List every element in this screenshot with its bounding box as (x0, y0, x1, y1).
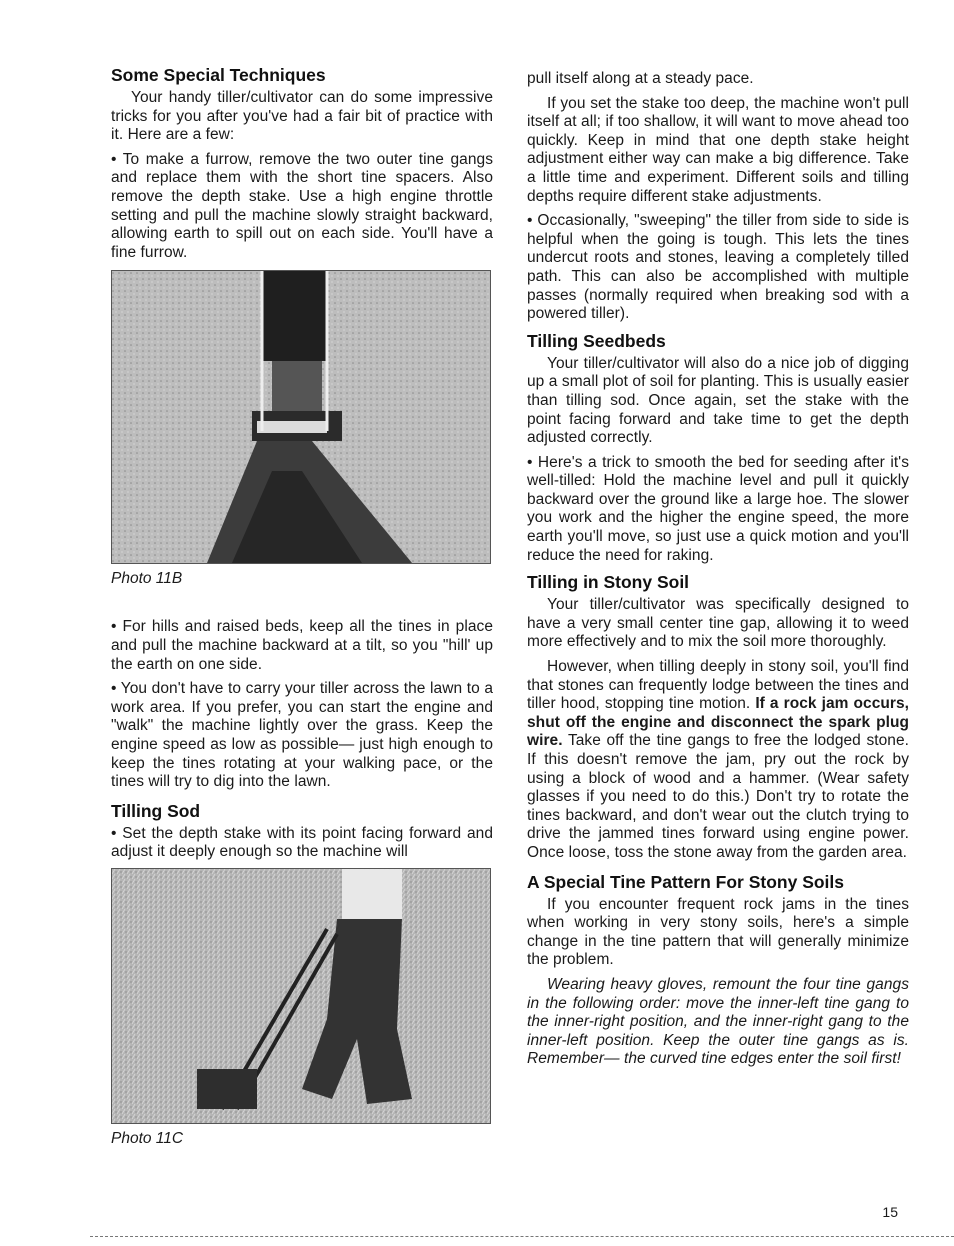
photo-11b-caption: Photo 11B (111, 570, 183, 588)
paragraph-rock-jam (527, 658, 909, 863)
page-number: 15 (882, 1204, 898, 1220)
paragraph-sod-continued: pull itself along at a steady pace. (527, 70, 754, 87)
bullet-hills: • For hills and raised beds, keep all the tines in place and pull the machine backward at a tilt, so you "hill' up the earth on one side. (111, 618, 493, 673)
footer-divider (90, 1236, 954, 1237)
right-column (527, 70, 909, 1075)
photo-11c-image (112, 869, 490, 1123)
bullet-furrow: • To make a furrow, remove the two outer tine gangs and replace them with the short tine spacers. Also remove the depth stake. Use a high engine throttle setting and pull the machine slowly straight backward, allowing earth to spill out on each side. You'll have a fine furrow. (111, 150, 493, 261)
paragraph-stake-depth: If you set the stake too deep, the machine won't pull itself at all; if too shallow, it will want to move ahead too quickly. Keep in mind that one depth stake height adjustment either way can make a big difference. Take a little time and experiment. Different soils and tilling depths require different stake adjustments. (527, 94, 909, 205)
section-heading-tine-pattern: A Special Tine Pattern For Stony Soils (527, 871, 845, 892)
section-heading-tilling-seedbeds: Tilling Seedbeds (527, 330, 666, 351)
photo-11c-caption: Photo 11C (111, 1129, 184, 1147)
rock-jam-warning: If a rock jam occurs, shut off the engine and disconnect the spark plug wire. (527, 695, 909, 750)
bullet-sod: • Set the depth stake with its point facing forward and adjust it deeply enough so the machine will (111, 824, 493, 861)
section-heading-stony-soil: Tilling in Stony Soil (527, 572, 690, 593)
photo-11b (111, 270, 491, 564)
bullet-walk: • You don't have to carry your tiller across the lawn to a work area. If you prefer, you can start the engine and "walk" the machine lightly over the grass. Keep the engine speed as low as possible— just high enough to keep the tines rotating at your walking pace, or the tines will try to dig into the lawn. (111, 680, 493, 791)
bullet-smooth-bed: • Here's a trick to smooth the bed for seeding after it's well-tilled: Hold the machine level and pull it quickly backward over the ground like a large hoe. The slower you work and the higher the engine speed, the more earth you'll move, so just use a quick motion and you'll reduce the need for raking. (527, 453, 909, 564)
paragraph-seedbeds: Your tiller/cultivator will also do a nice job of digging up a small plot of soil for planting. This is usually easier than tilling sod. Once again, set the stake with the point facing forward and take time to get the depth adjusted correctly. (527, 354, 909, 447)
paragraph-intro: Your handy tiller/cultivator can do some impressive tricks for you after you've had a fair bit of practice with it. Here are a few: (111, 89, 493, 144)
bullet-sweeping: • Occasionally, "sweeping" the tiller from side to side is helpful when the going is tough. This lets the tines undercut roots and stones, leaving a completely tilled path. This can also be accomplished with multiple passes (normally required when breaking sod with a powered tiller). (527, 212, 909, 323)
photo-11c (111, 868, 491, 1124)
left-column (111, 64, 493, 1148)
rock-jam-text-a: However, when tilling deeply in stony soil, you'll find that stones can frequently lodge between the tines and tiller hood, stopping tine motion. (527, 658, 909, 713)
section-heading-tilling-sod: Tilling Sod (111, 800, 201, 821)
paragraph-tine-pattern: If you encounter frequent rock jams in the tines when working in very stony soils, here's a simple change in the tine pattern that will generally minimize the problem. (527, 895, 909, 969)
paragraph-stony-design: Your tiller/cultivator was specifically designed to have a very small center tine gap, allowing it to weed more effectively and to mix the soil more thoroughly. (527, 596, 909, 651)
rock-jam-text-b: Take off the tine gangs to free the lodged stone. If this doesn't remove the jam, pry out the rock by using a block of wood and a hammer. (Wear safety glasses if you need to do this.) Don't try to rotate the tines backward, and don't wear out the clutch trying to drive the jammed tines forward using engine power. Once loose, toss the stone away from the garden area. (527, 732, 910, 861)
section-heading-special-techniques: Some Special Techniques (111, 65, 326, 85)
paragraph-remount-instructions: Wearing heavy gloves, remount the four tine gangs in the following order: move the inner-left tine gang to the inner-right position, and the inner-right gang to the inner-left position. Keep the outer tine gangs as is. Remember— the curved tine edges enter the soil first! (527, 975, 909, 1068)
photo-11b-image (112, 271, 490, 563)
